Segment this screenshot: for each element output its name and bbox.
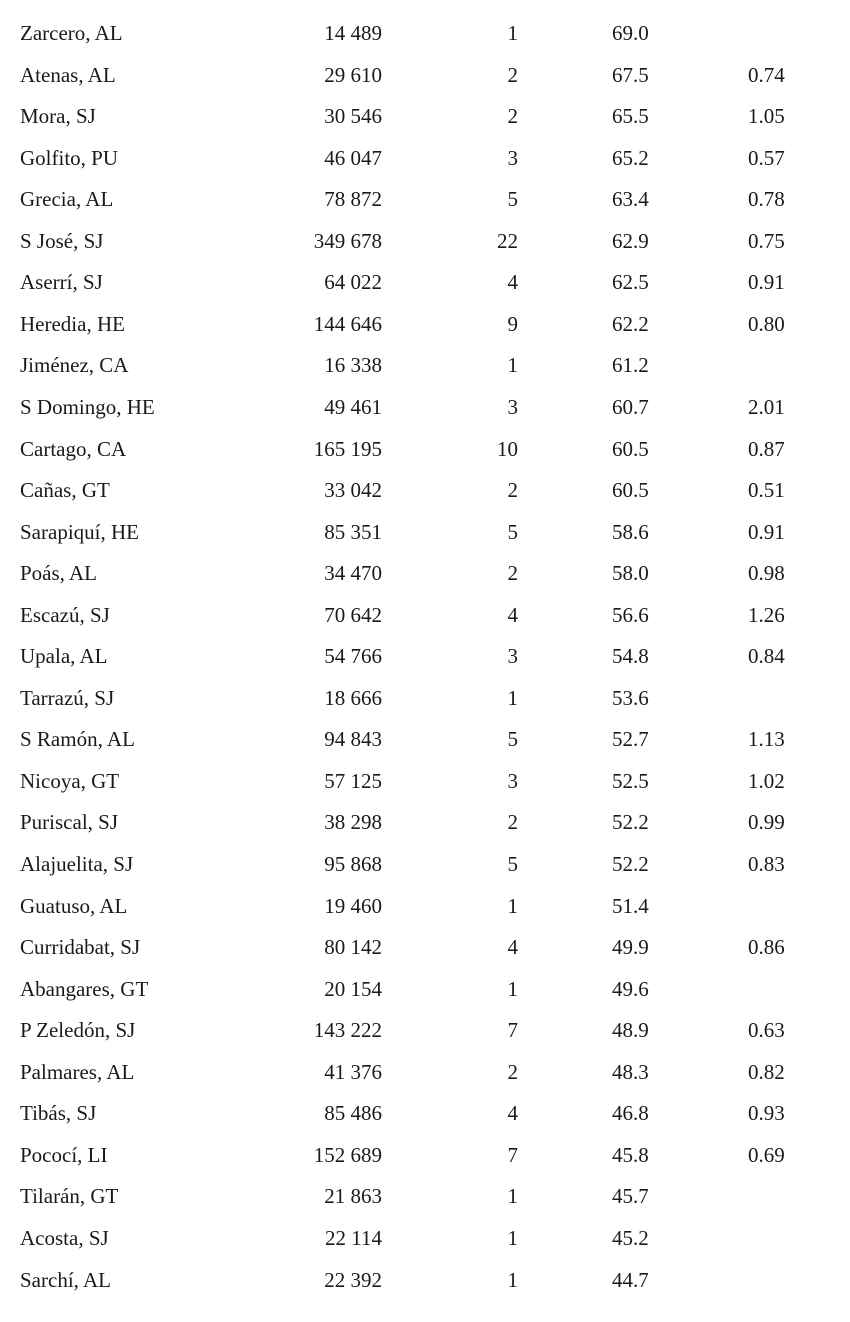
table-row	[0, 1265, 850, 1295]
population-value: 30 546	[324, 104, 382, 129]
count-value: 1	[507, 21, 518, 45]
rate-value: 49.9	[612, 935, 649, 960]
rate-value: 60.5	[612, 478, 649, 503]
canton-name: Golfito, PU	[20, 145, 119, 170]
canton-name: Abangares, GT	[20, 976, 149, 1001]
table-row	[0, 683, 850, 713]
table-row	[0, 849, 850, 879]
count-value: 2	[507, 810, 518, 835]
population-value: 94 843	[324, 727, 382, 752]
population-value: 16 338	[324, 353, 382, 378]
canton-name: Tibás, SJ	[20, 1101, 97, 1126]
population-value: 85 351	[324, 519, 382, 544]
population-value: 57 125	[324, 768, 382, 793]
count-value: 4	[507, 602, 518, 627]
table-row	[0, 184, 850, 214]
rate-value: 52.2	[612, 810, 649, 835]
ratio-value: 0.74	[748, 62, 785, 87]
ratio-value: 0.87	[748, 436, 785, 461]
table-row	[0, 60, 850, 90]
canton-name: Palmares, AL	[20, 1059, 135, 1084]
rate-value: 48.9	[612, 1018, 649, 1043]
count-value: 3	[507, 145, 518, 170]
canton-name: Aserrí, SJ	[20, 270, 103, 295]
count-value: 4	[507, 270, 518, 295]
rate-value: 65.5	[612, 104, 649, 129]
rate-value: 62.9	[612, 228, 649, 253]
table-row	[0, 475, 850, 505]
table-row	[0, 724, 850, 754]
population-value: 22 114	[325, 1225, 382, 1250]
population-value: 165 195	[313, 436, 382, 461]
canton-name: Guatuso, AL	[20, 893, 128, 918]
count-value: 3	[507, 394, 518, 419]
ratio-value: 0.69	[748, 1142, 785, 1167]
ratio-value: 0.91	[748, 270, 785, 295]
ratio-value: 1.13	[748, 727, 785, 752]
population-value: 29 610	[324, 62, 382, 87]
count-value: 2	[507, 478, 518, 503]
table-row	[0, 267, 850, 297]
canton-name: Cartago, CA	[20, 436, 127, 461]
ratio-value: 0.93	[748, 1101, 785, 1126]
table-row	[0, 434, 850, 464]
canton-name: Curridabat, SJ	[20, 935, 141, 960]
population-value: 64 022	[324, 270, 382, 295]
ratio-value: 0.84	[748, 644, 785, 669]
rate-value: 63.4	[612, 187, 649, 212]
ratio-value: 0.78	[748, 187, 785, 212]
count-value: 1	[507, 976, 518, 1001]
population-value: 349 678	[313, 228, 382, 253]
count-value: 9	[507, 311, 518, 336]
count-value: 10	[497, 436, 518, 461]
canton-name: Poás, AL	[20, 561, 98, 586]
rate-value: 60.7	[612, 394, 649, 419]
population-value: 38 298	[324, 810, 382, 835]
table-row	[0, 517, 850, 547]
ratio-value: 0.99	[748, 810, 785, 835]
population-value: 95 868	[324, 852, 382, 876]
table-row	[0, 974, 850, 1004]
count-value: 2	[507, 104, 518, 129]
canton-name: S José, SJ	[20, 228, 104, 253]
canton-name: Grecia, AL	[20, 187, 114, 212]
population-value: 80 142	[324, 935, 382, 960]
ratio-value: 0.86	[748, 935, 785, 960]
rate-value: 65.2	[612, 145, 649, 170]
count-value: 22	[497, 228, 518, 253]
population-value: 19 460	[324, 893, 382, 918]
canton-name: P Zeledón, SJ	[20, 1018, 136, 1043]
rate-value: 67.5	[612, 62, 649, 87]
ratio-value: 0.83	[748, 852, 785, 876]
count-value: 3	[507, 644, 518, 669]
rate-value: 46.8	[612, 1101, 649, 1126]
population-value: 22 392	[324, 1267, 382, 1292]
canton-name: Cañas, GT	[20, 478, 110, 503]
rate-value: 60.5	[612, 436, 649, 461]
population-value: 34 470	[324, 561, 382, 586]
rate-value: 44.7	[612, 1267, 649, 1292]
table-row	[0, 558, 850, 588]
table-row	[0, 1223, 850, 1253]
table-row	[0, 101, 850, 131]
table-row	[0, 1098, 850, 1128]
ratio-value: 0.80	[748, 311, 785, 336]
rate-value: 45.8	[612, 1142, 649, 1167]
table-row	[0, 226, 850, 256]
canton-name: Atenas, AL	[20, 62, 116, 87]
ratio-value: 0.51	[748, 478, 785, 503]
rate-value: 52.2	[612, 852, 649, 876]
population-value: 49 461	[324, 394, 382, 419]
table-row	[0, 1057, 850, 1087]
canton-name: Sarchí, AL	[20, 1267, 111, 1292]
canton-name: S Domingo, HE	[20, 394, 155, 419]
rate-value: 54.8	[612, 644, 649, 669]
table-row	[0, 143, 850, 173]
rate-value: 62.2	[612, 311, 649, 336]
ratio-value: 1.05	[748, 104, 785, 129]
canton-name: Puriscal, SJ	[20, 810, 119, 835]
rate-value: 61.2	[612, 353, 649, 378]
table-row	[0, 932, 850, 962]
count-value: 1	[507, 1267, 518, 1292]
rate-value: 52.5	[612, 768, 649, 793]
ratio-value: 0.75	[748, 228, 785, 253]
table-row	[0, 807, 850, 837]
table-row	[0, 309, 850, 339]
rate-value: 49.6	[612, 976, 649, 1001]
ratio-value: 0.91	[748, 519, 785, 544]
rate-value: 62.5	[612, 270, 649, 295]
count-value: 1	[507, 893, 518, 918]
count-value: 2	[507, 561, 518, 586]
count-value: 4	[507, 935, 518, 960]
count-value: 1	[507, 685, 518, 710]
population-value: 54 766	[324, 644, 382, 669]
canton-name: Nicoya, GT	[20, 768, 120, 793]
count-value: 7	[507, 1142, 518, 1167]
population-value: 143 222	[313, 1018, 382, 1043]
table-row	[0, 18, 850, 48]
population-value: 144 646	[313, 311, 382, 336]
ratio-value: 0.63	[748, 1018, 785, 1043]
canton-name: S Ramón, AL	[20, 727, 135, 752]
population-value: 85 486	[324, 1101, 382, 1126]
table-row	[0, 891, 850, 921]
population-value: 21 863	[324, 1184, 382, 1209]
rate-value: 58.0	[612, 561, 649, 586]
count-value: 2	[507, 62, 518, 87]
canton-name: Pococí, LI	[20, 1142, 108, 1167]
count-value: 5	[507, 187, 518, 212]
ratio-value: 0.98	[748, 561, 785, 586]
ratio-value: 2.01	[748, 394, 785, 419]
rate-value: 51.4	[612, 893, 649, 918]
ratio-value: 0.82	[748, 1059, 785, 1084]
canton-name: Tilarán, GT	[20, 1184, 119, 1209]
rate-value: 53.6	[612, 685, 649, 710]
count-value: 7	[507, 1018, 518, 1043]
rate-value: 48.3	[612, 1059, 649, 1084]
canton-name: Upala, AL	[20, 644, 108, 669]
count-value: 2	[507, 1059, 518, 1084]
count-value: 1	[507, 353, 518, 378]
rate-value: 56.6	[612, 602, 649, 627]
count-value: 5	[507, 519, 518, 544]
rate-value: 45.7	[612, 1184, 649, 1209]
table-row	[0, 392, 850, 422]
canton-name: Alajuelita, SJ	[20, 852, 134, 876]
population-value: 70 642	[324, 602, 382, 627]
count-value: 5	[507, 727, 518, 752]
table-row	[0, 641, 850, 671]
count-value: 3	[507, 768, 518, 793]
count-value: 5	[507, 852, 518, 876]
population-value: 41 376	[324, 1059, 382, 1084]
table-row	[0, 1140, 850, 1170]
rate-value: 45.2	[612, 1225, 649, 1250]
table-row	[0, 1015, 850, 1045]
ratio-value: 1.26	[748, 602, 785, 627]
canton-name: Escazú, SJ	[20, 602, 110, 627]
rate-value: 69.0	[612, 21, 649, 45]
rate-value: 58.6	[612, 519, 649, 544]
table-row	[0, 1181, 850, 1211]
table-row	[0, 350, 850, 380]
table-row	[0, 600, 850, 630]
canton-name: Tarrazú, SJ	[20, 685, 115, 710]
canton-name: Mora, SJ	[20, 104, 96, 129]
population-value: 33 042	[324, 478, 382, 503]
count-value: 4	[507, 1101, 518, 1126]
population-value: 14 489	[324, 21, 382, 45]
rate-value: 52.7	[612, 727, 649, 752]
population-value: 46 047	[324, 145, 382, 170]
population-value: 20 154	[324, 976, 382, 1001]
canton-name: Heredia, HE	[20, 311, 125, 336]
population-value: 18 666	[324, 685, 382, 710]
canton-name: Jiménez, CA	[20, 353, 129, 378]
canton-name: Sarapiquí, HE	[20, 519, 139, 544]
ratio-value: 0.57	[748, 145, 785, 170]
population-value: 78 872	[324, 187, 382, 212]
count-value: 1	[507, 1225, 518, 1250]
canton-name: Zarcero, AL	[20, 21, 123, 45]
population-value: 152 689	[313, 1142, 382, 1167]
count-value: 1	[507, 1184, 518, 1209]
ratio-value: 1.02	[748, 768, 785, 793]
table-row	[0, 766, 850, 796]
canton-name: Acosta, SJ	[20, 1225, 109, 1250]
